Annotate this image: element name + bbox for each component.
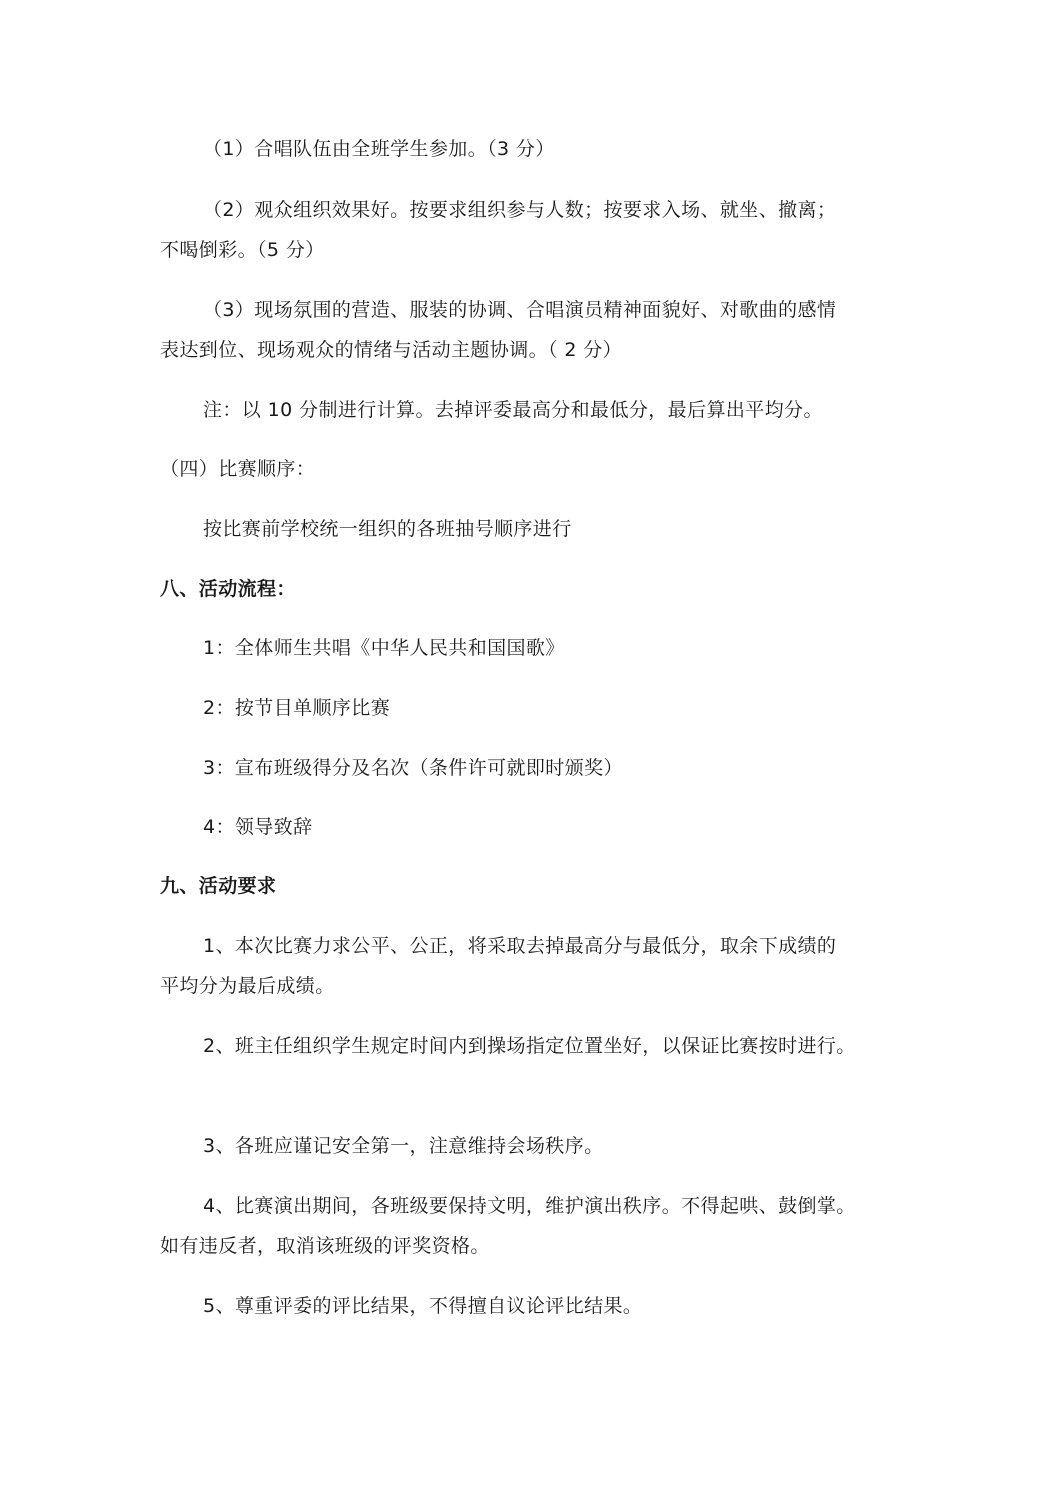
requirement-2: 2、班主任组织学生规定时间内到操场指定位置坐好，以保证比赛按时进行。 xyxy=(203,1035,856,1057)
requirement-3: 3、各班应谨记安全第一，注意维持会场秩序。 xyxy=(203,1135,604,1157)
requirement-4-line-1: 4、比赛演出期间，各班级要保持文明，维护演出秩序。不得起哄、鼓倒掌。 xyxy=(203,1195,856,1217)
process-step-1: 1：全体师生共唱《中华人民共和国国歌》 xyxy=(203,637,565,659)
scoring-note: 注：以 10 分制进行计算。去掉评委最高分和最低分，最后算出平均分。 xyxy=(203,399,823,421)
scoring-item-3-line-2: 表达到位、现场观众的情绪与活动主题协调。（ 2 分） xyxy=(160,339,623,361)
order-section-title: （四）比赛顺序： xyxy=(160,458,316,480)
requirement-5: 5、尊重评委的评比结果，不得擅自议论评比结果。 xyxy=(203,1295,643,1317)
scoring-item-3-line-1: （3）现场氛围的营造、服装的协调、合唱演员精神面貌好、对歌曲的感情 xyxy=(203,299,837,321)
process-step-4: 4：领导致辞 xyxy=(203,816,313,838)
scoring-item-2-line-1: （2）观众组织效果好。按要求组织参与人数；按要求入场、就坐、撤离； xyxy=(203,199,837,221)
requirement-1-line-1: 1、本次比赛力求公平、公正，将采取去掉最高分与最低分，取余下成绩的 xyxy=(203,935,837,957)
process-section-title: 八、活动流程： xyxy=(160,578,296,600)
process-step-2: 2：按节目单顺序比赛 xyxy=(203,697,391,719)
process-step-3: 3：宣布班级得分及名次（条件许可就即时颁奖） xyxy=(203,757,623,779)
scoring-item-1: （1）合唱队伍由全班学生参加。（3 分） xyxy=(203,138,555,160)
requirements-section-title: 九、活动要求 xyxy=(160,875,277,897)
scoring-item-2-line-2: 不喝倒彩。（5 分） xyxy=(160,239,325,261)
order-section-text: 按比赛前学校统一组织的各班抽号顺序进行 xyxy=(203,518,572,540)
requirement-4-line-2: 如有违反者，取消该班级的评奖资格。 xyxy=(160,1235,490,1257)
requirement-1-line-2: 平均分为最后成绩。 xyxy=(160,975,335,997)
